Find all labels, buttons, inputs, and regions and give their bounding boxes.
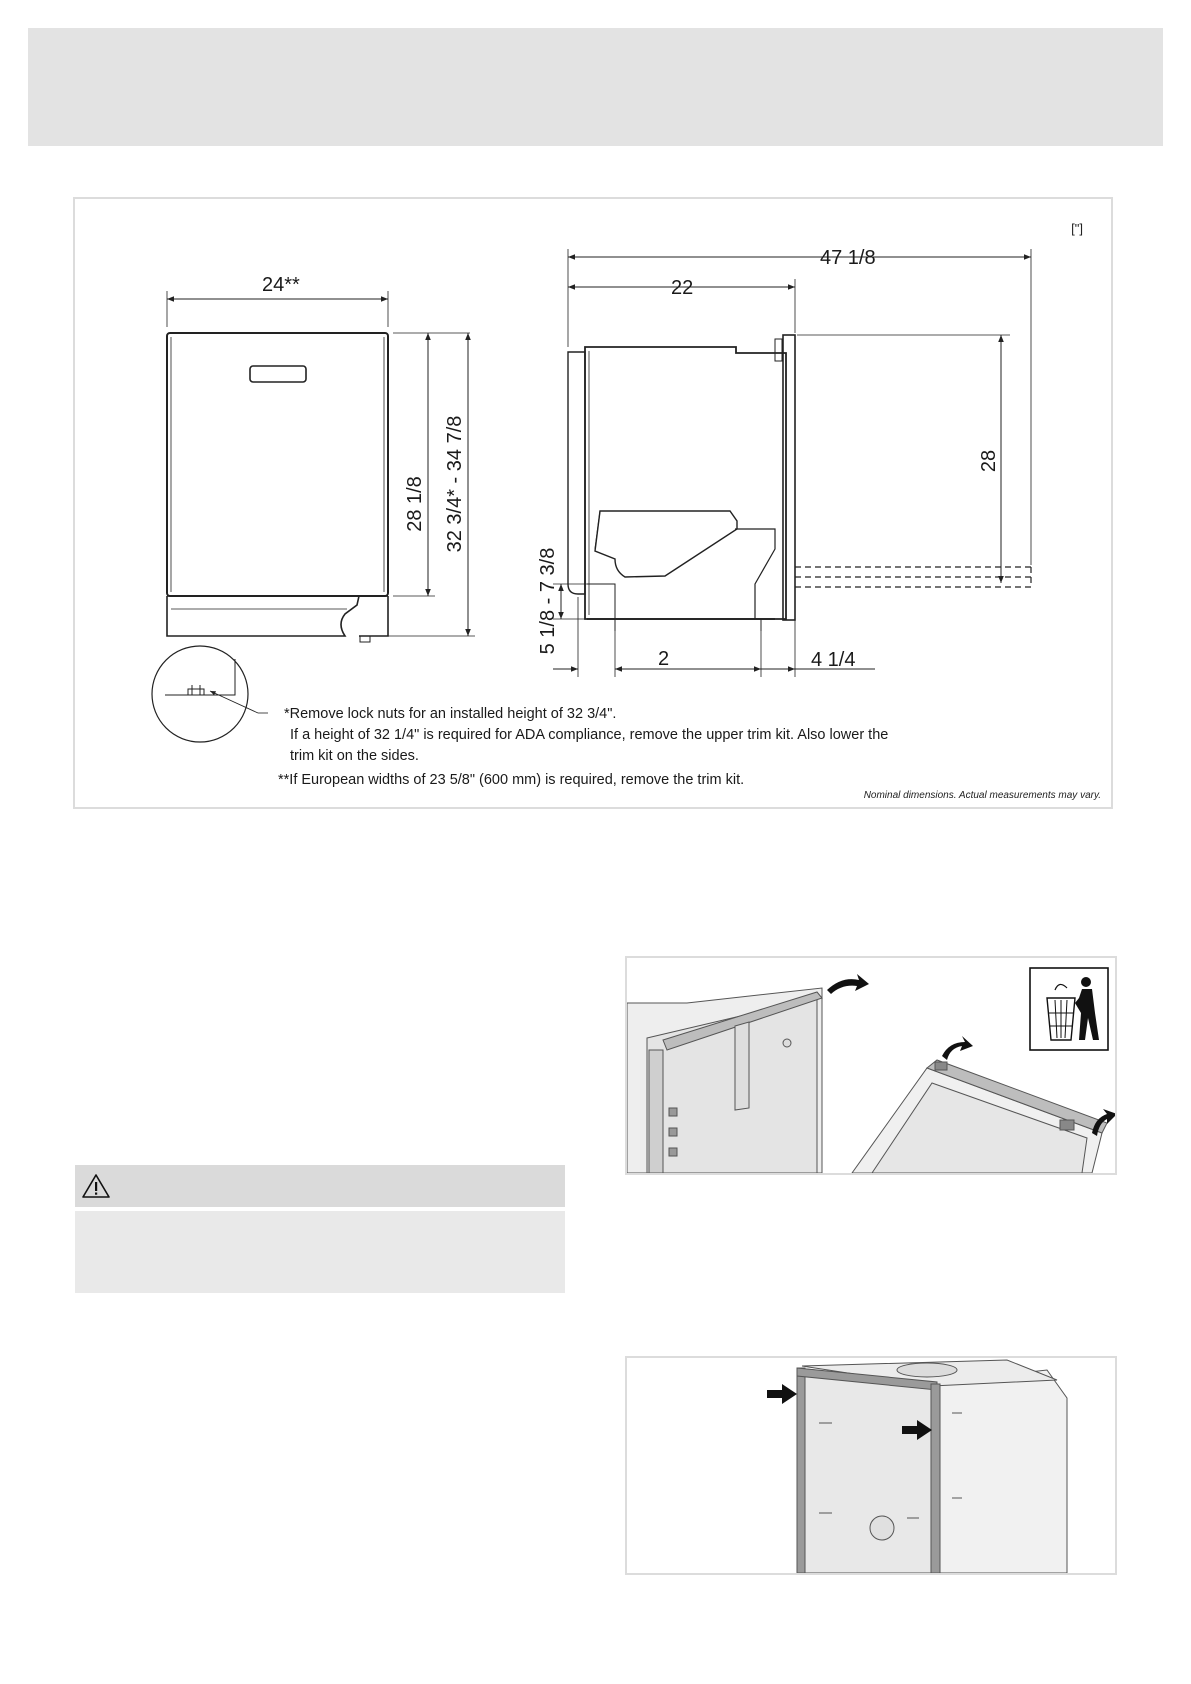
unit-mark: ["] xyxy=(1071,221,1083,236)
note-ada-cont: trim kit on the sides. xyxy=(290,748,419,764)
total-height-label: 32 3/4* - 34 7/8 xyxy=(444,415,466,553)
plinth-label: 5 1/8 - 7 3/8 xyxy=(537,547,559,655)
remove-trim-kit-illustration xyxy=(625,956,1117,1175)
depth-label: 22 xyxy=(671,277,694,299)
front-view-drawing xyxy=(152,291,475,742)
trim-removal-drawing xyxy=(627,958,1115,1173)
warning-header xyxy=(75,1165,565,1207)
trim-installed-drawing xyxy=(627,1358,1115,1573)
warning-triangle-icon xyxy=(81,1173,111,1199)
side-view-drawing xyxy=(553,249,1031,677)
note-ada: If a height of 32 1/4" is required for ADA compliance, remove the upper trim kit. Also lower the xyxy=(290,727,889,743)
header-band xyxy=(28,28,1163,146)
disclaimer: Nominal dimensions. Actual measurements may vary. xyxy=(863,790,1101,801)
note-european-width: **If European widths of 23 5/8" (600 mm) is required, remove the trim kit. xyxy=(278,772,745,788)
door-thickness-label: 4 1/4 xyxy=(811,649,856,671)
dimensions-figure xyxy=(73,197,1113,809)
recycle-bin-icon xyxy=(1030,968,1108,1050)
note-lock-nuts: *Remove lock nuts for an installed height of 32 3/4". xyxy=(284,706,617,722)
inner-height-label: 28 1/8 xyxy=(404,476,426,532)
overall-depth-label: 47 1/8 xyxy=(820,247,876,269)
warning-body xyxy=(75,1211,565,1293)
width-label: 24** xyxy=(262,274,300,296)
door-open-height-label: 28 xyxy=(978,449,1000,473)
foot-offset-label: 2 xyxy=(658,648,670,670)
trim-kit-installed-illustration xyxy=(625,1356,1117,1575)
